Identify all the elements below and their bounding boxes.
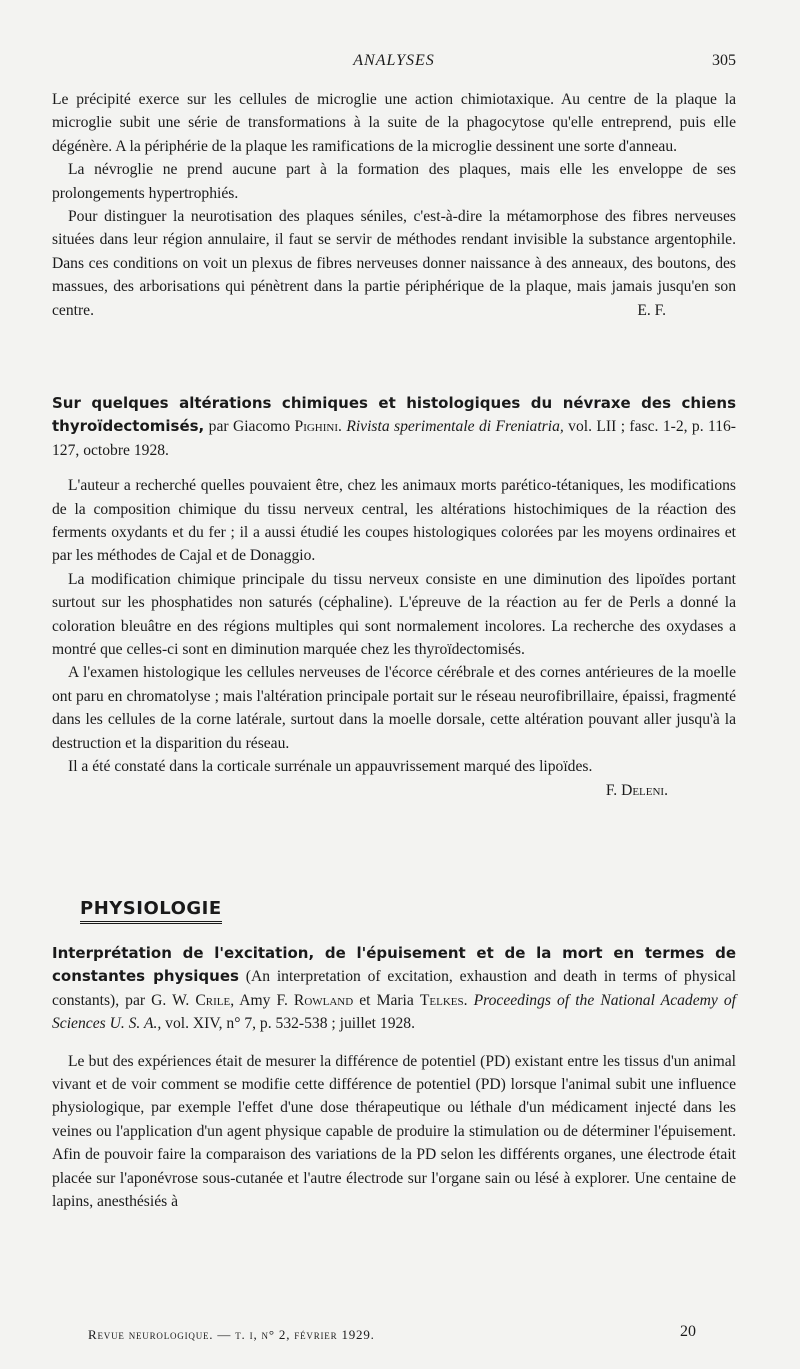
block-continuation — [52, 88, 736, 322]
paragraph — [52, 205, 736, 322]
paragraph: La névroglie ne prend aucune part à la formation des plaques, mais elle les enveloppe de ses prolongements hypertrophiés. — [52, 161, 736, 202]
page-footer — [88, 1323, 696, 1343]
paragraph: Le précipité exerce sur les cellules de microglie une action chimiotaxique. Au centre de la plaque la microglie subit une série de transformations à la suite de la phagocytose qu'elle entreprend, puis elle dégénère. A la périphérie de la plaque les ramifications de la microglie dessinent une sorte d'anneau. — [52, 91, 736, 155]
article-title: Sur quelques altérations chimiques et histologiques du névraxe des chiens thyroïdectomisés, — [52, 394, 736, 436]
author: Rowland — [293, 991, 354, 1009]
journal: Rivista sperimentale di Freniatria, — [346, 418, 564, 436]
article-crile — [52, 942, 736, 1213]
paragraph: L'auteur a recherché quelles pouvaient être, chez les animaux morts parético-tétaniques, les modifications de la composition chimique du tissu nerveux central, les altérations histochimiques de la réaction des ferments oxydants et du fer ; il a aussi étudié les coupes histologiques colorées par les moyens ordinaires et par les méthodes de Cajal et de Donaggio. — [52, 477, 736, 565]
signature: F. Deleni. — [605, 781, 668, 799]
article-citation: Sur quelques altérations chimiques et histologiques du névraxe des chiens thyroïdectomisés, par Giacomo Pighini. Rivista sperimentale di Freniatria, vol. LII ; fasc. 1-2, p. 116-127, octobre 1928. — [52, 394, 737, 459]
page-header — [52, 52, 736, 74]
running-title: ANALYSES — [353, 52, 435, 69]
paragraph-text: Pour distinguer la neurotisation des plaques séniles, c'est-à-dire la métamorphose des fibres nerveuses situées dans leur région annulaire, il faut se servir de méthodes rendant invisible la substance argentophile. Dans ces conditions on voit un plexus de fibres nerveuses donner naissance à des anneaux, des boutons, des massues, des arborisations qui pénètrent dans la partie périphérique de la plaque, mais jamais jusqu'en son centre. — [52, 208, 736, 319]
article-title: Interprétation de l'excitation, de l'épuisement et de la mort en termes de constantes physiques — [52, 944, 736, 986]
paragraph: La modification chimique principale du tissu nerveux consiste en une diminution des lipoïdes portant surtout sur les phosphatides non saturés (céphaline). L'épreuve de la réaction au fer de Perls a donné la coloration bleuâtre en des régions multiples qui sont normalement incolores. La recherche des oxydases a montré que celles-ci sont en diminution marquée chez les thyroïdectomisés. — [52, 570, 736, 659]
article-citation: Interprétation de l'excitation, de l'épuisement et de la mort en termes de constantes physiques (An interpretation of excitation, exhaustion and death in terms of physical constants), par G. W. Crile, Amy F. Rowland et Maria Telkes. Proceedings of the National Academy of Sciences U. S. A., vol. XIV, n° 7, p. 532-538 ; juillet 1928. — [52, 944, 737, 1033]
author: Telkes — [419, 991, 464, 1009]
paragraph: Le but des expériences était de mesurer la différence de potentiel (PD) existant entre les tissus d'un animal vivant et de voir comment se modifie cette différence de potentiel (PD) lorsque l'animal subit une influence physiologique, par exemple l'effet d'une dose thérapeutique ou léthale d'un médicament injecté dans les veines ou l'application d'un agent physique capable de produire la stimulation ou de déterminer l'épuisement. Afin de pouvoir faire la comparaison des variations de la PD selon les différents organes, une électrode était placée sur l'aponévrose sous-cutanée et l'autre électrode sur l'organe sain ou lésé à explorer. Une centaine de lapins, anesthésiés à — [52, 1052, 736, 1211]
running-footer: Revue neurologique. — t. i, n° 2, février 1929. — [88, 1327, 375, 1342]
sheet-number: 20 — [680, 1323, 696, 1340]
author: Pighini — [294, 418, 339, 436]
section-heading-wrap — [80, 898, 222, 924]
section-heading: PHYSIOLOGIE — [80, 898, 222, 924]
journal: Proceedings of the National Academy of Sciences U. S. A., — [52, 991, 737, 1033]
paragraph-text: Il a été constaté dans la corticale surrénale un appauvrissement marqué des lipoïdes. — [68, 758, 593, 776]
signature: E. F. — [637, 301, 666, 319]
paragraph: A l'examen histologique les cellules nerveuses de l'écorce cérébrale et des cornes antérieures de la moelle ont paru en chromatolyse ; mais l'altération principale portait sur le réseau neurofibrillaire, épaissi, fragmenté dans les cellules de la corne latérale, surtout dans la moelle dorsale, cette altération pouvant aller jusqu'à la destruction et la disparition du réseau. — [52, 664, 736, 752]
page-number: 305 — [712, 52, 736, 69]
paragraph — [52, 755, 736, 799]
article-pighini — [52, 392, 736, 802]
author: Crile — [195, 991, 231, 1009]
